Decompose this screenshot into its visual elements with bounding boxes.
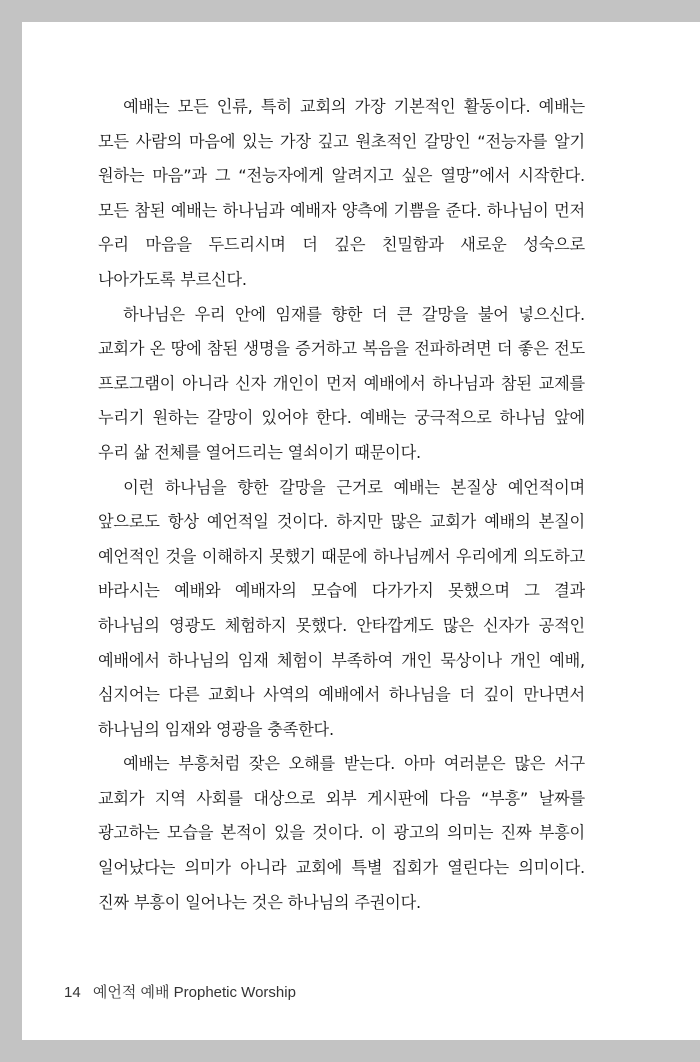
page-body	[98, 90, 585, 920]
paragraph-1: 예배는 모든 인류, 특히 교회의 가장 기본적인 활동이다. 예배는 모든 사람의 마음에 있는 가장 깊고 원초적인 갈망인 “전능자를 알기 원하는 마음”과 그 “전능자에게 알려지고 싶은 열망”에서 시작한다. 모든 참된 예배는 하나님과 예배자 양측에 기쁨을 준다. 하나님이 먼저 우리 마음을 두드리시며 더 깊은 친밀함과 새로운 성숙으로 나아가도록 부르신다.	[98, 97, 585, 289]
book-title: 예언적 예배 Prophetic Worship	[92, 984, 296, 1001]
page-number: 14	[64, 984, 81, 1001]
page-footer	[64, 981, 296, 1002]
bottom-margin-bar	[0, 1040, 700, 1062]
top-margin-bar	[0, 0, 700, 22]
left-margin-bar	[0, 0, 22, 1062]
paragraph-3: 이런 하나님을 향한 갈망을 근거로 예배는 본질상 예언적이며 앞으로도 항상 예언적일 것이다. 하지만 많은 교회가 예배의 본질이 예언적인 것을 이해하지 못했기 때문에 하나님께서 우리에게 의도하고 바라시는 예배와 예배자의 모습에 다가가지 못했으며 그 결과 하나님의 영광도 체험하지 못했다. 안타깝게도 많은 신자가 공적인 예배에서 하나님의 임재 체험이 부족하여 개인 묵상이나 개인 예배, 심지어는 다른 교회나 사역의 예배에서 하나님을 더 깊이 만나면서 하나님의 임재와 영광을 충족한다.	[98, 477, 585, 739]
paragraph-2: 하나님은 우리 안에 임재를 향한 더 큰 갈망을 불어 넣으신다. 교회가 온 땅에 참된 생명을 증거하고 복음을 전파하려면 더 좋은 전도 프로그램이 아니라 신자 개인이 먼저 예배에서 하나님과 참된 교제를 누리기 원하는 갈망이 있어야 한다. 예배는 궁극적으로 하나님 앞에 우리 삶 전체를 열어드리는 열쇠이기 때문이다.	[98, 304, 585, 462]
paragraph-4: 예배는 부흥처럼 잦은 오해를 받는다. 아마 여러분은 많은 서구 교회가 지역 사회를 대상으로 외부 게시판에 다음 “부흥” 날짜를 광고하는 모습을 본적이 있을 것이다. 이 광고의 의미는 진짜 부흥이 일어났다는 의미가 아니라 교회에 특별 집회가 열린다는 의미이다. 진짜 부흥이 일어나는 것은 하나님의 주권이다.	[98, 754, 585, 912]
